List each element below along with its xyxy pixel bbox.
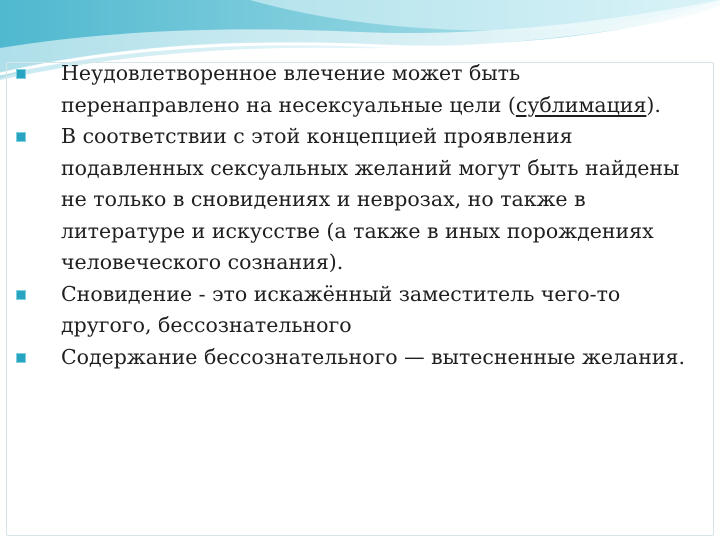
bullet-item xyxy=(16,342,696,374)
bullet-list xyxy=(16,58,696,373)
bullet-text-tail: ). xyxy=(646,92,661,117)
bullet-text: Неудовлетворенное влечение может быть перенаправлено на несексуальные цели ( xyxy=(61,61,521,117)
bullet-item xyxy=(16,121,696,279)
bullet-text: Содержание бессознательного — вытесненные желания. xyxy=(61,344,685,369)
square-bullet-icon xyxy=(16,290,26,300)
bullet-text: Сновидение - это искажённый заместитель чего-то другого, бессознательного xyxy=(61,281,621,337)
bullet-text: В соответствии с этой концепцией проявления подавленных сексуальных желаний могут быть найдены не только в сновидениях и неврозах, но также в литературе и искусстве (а также в иных порождениях человеческого сознания). xyxy=(61,124,680,274)
square-bullet-icon xyxy=(16,353,26,363)
bullet-item xyxy=(16,58,696,121)
square-bullet-icon xyxy=(16,132,26,142)
square-bullet-icon xyxy=(16,69,26,79)
bullet-underlined-term: сублимация xyxy=(515,92,647,117)
bullet-item xyxy=(16,279,696,342)
